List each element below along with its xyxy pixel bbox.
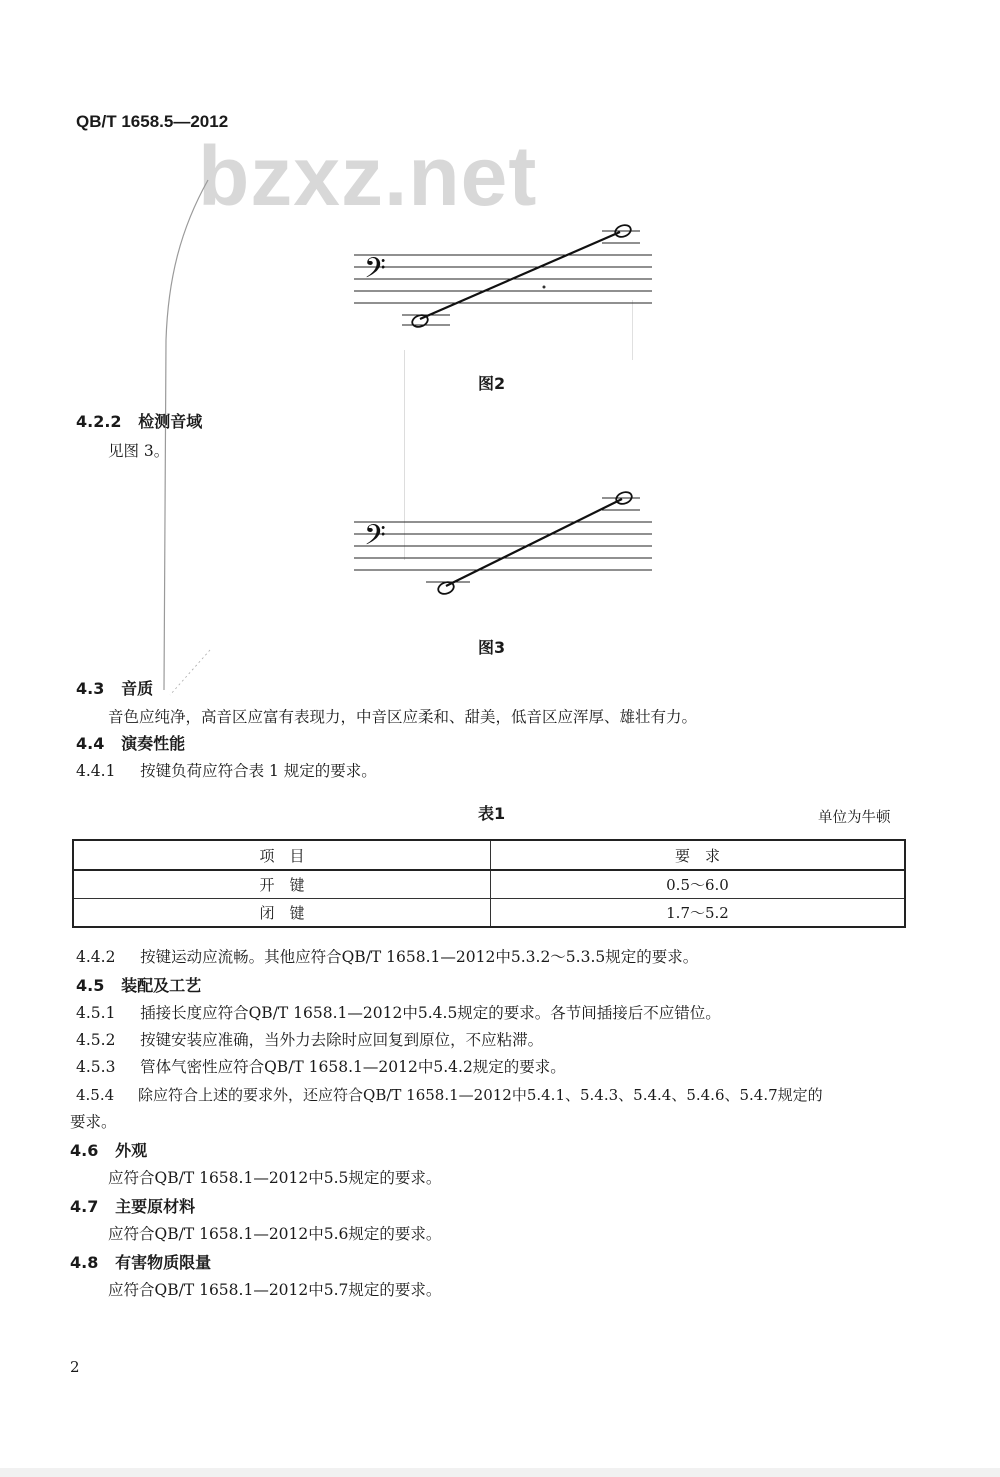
- section-title: 检测音域: [138, 412, 203, 431]
- section-number: 4.5.2: [76, 1031, 116, 1049]
- section-4-4-1: [76, 759, 377, 781]
- section-title: 主要原材料: [115, 1197, 196, 1216]
- section-number: 4.5.1: [76, 1004, 116, 1022]
- section-title: 外观: [115, 1141, 148, 1160]
- table-1-unit: 单位为牛顿: [818, 810, 891, 826]
- section-title: 演奏性能: [121, 734, 186, 753]
- bass-clef-icon: 𝄢: [364, 252, 386, 292]
- section-number: 4.7: [70, 1197, 99, 1216]
- figure-3-staff: [340, 482, 660, 612]
- table-cell: 0.5～6.0: [491, 870, 906, 899]
- table-1-title: 表1: [478, 804, 506, 823]
- section-4-5-4-continued: 要求。: [70, 1113, 117, 1131]
- page-bottom-edge: [0, 1468, 1000, 1477]
- section-body: 按键安装应准确，当外力去除时应回复到原位，不应粘滞。: [140, 1031, 544, 1049]
- section-title: 有害物质限量: [115, 1253, 212, 1272]
- section-number: 4.4.2: [76, 948, 116, 966]
- figure-2-caption: 图2: [478, 374, 506, 393]
- section-number: 4.5.4: [76, 1086, 115, 1104]
- section-4-3-heading: [76, 676, 153, 699]
- section-4-4-2: [76, 945, 698, 967]
- table-cell: 1.7～5.2: [491, 899, 906, 928]
- section-body: 按键负荷应符合表 1 规定的要求。: [140, 762, 377, 780]
- section-number: 4.4: [76, 734, 105, 753]
- table-1: [72, 839, 906, 928]
- section-4-2-2-body: 见图 3。: [108, 442, 170, 460]
- section-title: 装配及工艺: [121, 976, 202, 995]
- table-cell: 闭 键: [73, 899, 491, 928]
- section-number: 4.6: [70, 1141, 99, 1160]
- section-4-6-heading: [70, 1138, 147, 1161]
- section-number: 4.3: [76, 679, 105, 698]
- figure-3-caption: 图3: [478, 638, 506, 657]
- section-4-5-2: [76, 1028, 543, 1050]
- watermark: bzxz.net: [198, 129, 538, 223]
- bass-clef-icon: 𝄢: [364, 519, 386, 559]
- section-4-5-3: [76, 1055, 566, 1077]
- section-4-5-heading: [76, 973, 201, 996]
- section-body: 按键运动应流畅。其他应符合QB/T 1658.1—2012中5.3.2～5.3.5规定的要求。: [140, 948, 699, 966]
- section-title: 音质: [121, 679, 154, 698]
- section-4-5-1: [76, 1001, 721, 1023]
- table-header-cell: 要 求: [491, 840, 906, 870]
- section-body: 除应符合上述的要求外，还应符合QB/T 1658.1—2012中5.4.1、5.4.3、5.4.4、5.4.6、5.4.7规定的: [138, 1086, 823, 1104]
- section-number: 4.4.1: [76, 762, 116, 780]
- table-row: [73, 899, 905, 928]
- scan-artifact-lines: [150, 170, 220, 700]
- table-header-cell: 项 目: [73, 840, 491, 870]
- section-number: 4.2.2: [76, 412, 122, 431]
- table-header-row: [73, 840, 905, 870]
- section-4-6-body: 应符合QB/T 1658.1—2012中5.5规定的要求。: [108, 1169, 442, 1187]
- section-4-7-body: 应符合QB/T 1658.1—2012中5.6规定的要求。: [108, 1225, 442, 1243]
- section-4-7-heading: [70, 1194, 195, 1217]
- table-cell: 开 键: [73, 870, 491, 899]
- section-4-5-4: [76, 1084, 823, 1105]
- standard-number: QB/T 1658.5—2012: [76, 112, 229, 131]
- section-body: 管体气密性应符合QB/T 1658.1—2012中5.4.2规定的要求。: [140, 1058, 566, 1076]
- section-4-8-body: 应符合QB/T 1658.1—2012中5.7规定的要求。: [108, 1281, 442, 1299]
- section-4-3-body: 音色应纯净，高音区应富有表现力，中音区应柔和、甜美，低音区应浑厚、雄壮有力。: [108, 708, 698, 726]
- section-number: 4.5: [76, 976, 105, 995]
- section-4-8-heading: [70, 1250, 211, 1273]
- section-body: 插接长度应符合QB/T 1658.1—2012中5.4.5规定的要求。各节间插接后不应错位。: [140, 1004, 721, 1022]
- table-row: [73, 870, 905, 899]
- section-number: 4.8: [70, 1253, 99, 1272]
- figure-2-staff: [340, 215, 660, 345]
- section-4-4-heading: [76, 731, 185, 754]
- section-4-2-2-heading: [76, 409, 202, 432]
- section-number: 4.5.3: [76, 1058, 116, 1076]
- page-number: 2: [70, 1358, 80, 1376]
